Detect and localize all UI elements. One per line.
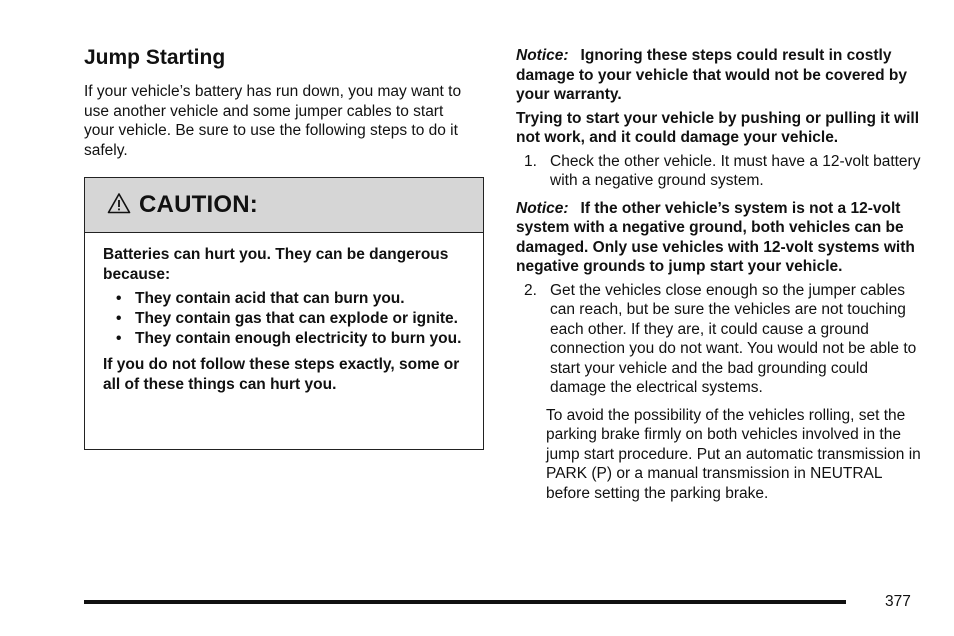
- caution-title: CAUTION:: [139, 191, 258, 218]
- caution-bullet-list: [103, 289, 465, 349]
- step-text: Check the other vehicle. It must have a 12-volt battery with a negative ground system.: [550, 152, 921, 189]
- step-number: 2.: [524, 281, 537, 299]
- caution-body: [85, 233, 483, 395]
- right-column: [516, 46, 926, 503]
- step-1: [516, 152, 926, 191]
- caution-closing: If you do not follow these steps exactly, some or all of these things can hurt you.: [103, 356, 460, 393]
- step-2-subparagraph: To avoid the possibility of the vehicles rolling, set the parking brake firmly on both vehicles involved in the jump start procedure. Put an automatic transmission in PARK (P) or a manual transmission in NEUTRAL before setting the parking brake.: [546, 406, 921, 502]
- notice-label: Notice:: [516, 47, 569, 64]
- bullet-icon: •: [116, 330, 122, 347]
- step-2: [516, 281, 926, 398]
- list-item: • They contain gas that can explode or ignite.: [116, 310, 458, 327]
- left-column: [84, 44, 486, 160]
- intro-paragraph: If your vehicle’s battery has run down, you may want to use another vehicle and some jumper cables to start your vehicle. Be sure to use the following steps to do it safely.: [84, 83, 462, 159]
- step-text: Get the vehicles close enough so the jumper cables can reach, but be sure the vehicles are not touching each other. If they are, it could cause a ground connection you do not want. You would not be able to start your vehicle and the bad grounding could damage the electrical systems.: [550, 281, 917, 396]
- notice-text: Ignoring these steps could result in costly damage to your vehicle that would not be covered by your warranty.: [516, 47, 908, 103]
- step-number: 1.: [524, 152, 537, 170]
- warning-paragraph: Trying to start your vehicle by pushing or pulling it will not work, and it could damage your vehicle.: [516, 109, 920, 146]
- caution-lead: Batteries can hurt you. They can be dangerous because:: [103, 246, 449, 283]
- section-heading: Jump Starting: [84, 46, 226, 69]
- footer-rule: [84, 600, 846, 604]
- notice-paragraph: [516, 46, 926, 105]
- bullet-icon: •: [116, 310, 122, 327]
- list-item: • They contain acid that can burn you.: [116, 290, 405, 307]
- bullet-icon: •: [116, 290, 122, 307]
- caution-box: [84, 177, 484, 450]
- notice-label: Notice:: [516, 199, 569, 217]
- caution-header: [85, 178, 483, 233]
- notice-paragraph: [516, 199, 926, 277]
- page-number: 377: [885, 593, 911, 610]
- notice-text: If the other vehicle’s system is not a 12-volt system with a negative ground, both vehicles can be damaged. Only use vehicles with 12-volt systems with negative grounds to jump start your vehicle.: [516, 199, 915, 275]
- list-item: • They contain enough electricity to burn you.: [116, 330, 462, 347]
- warning-triangle-icon: [107, 192, 139, 219]
